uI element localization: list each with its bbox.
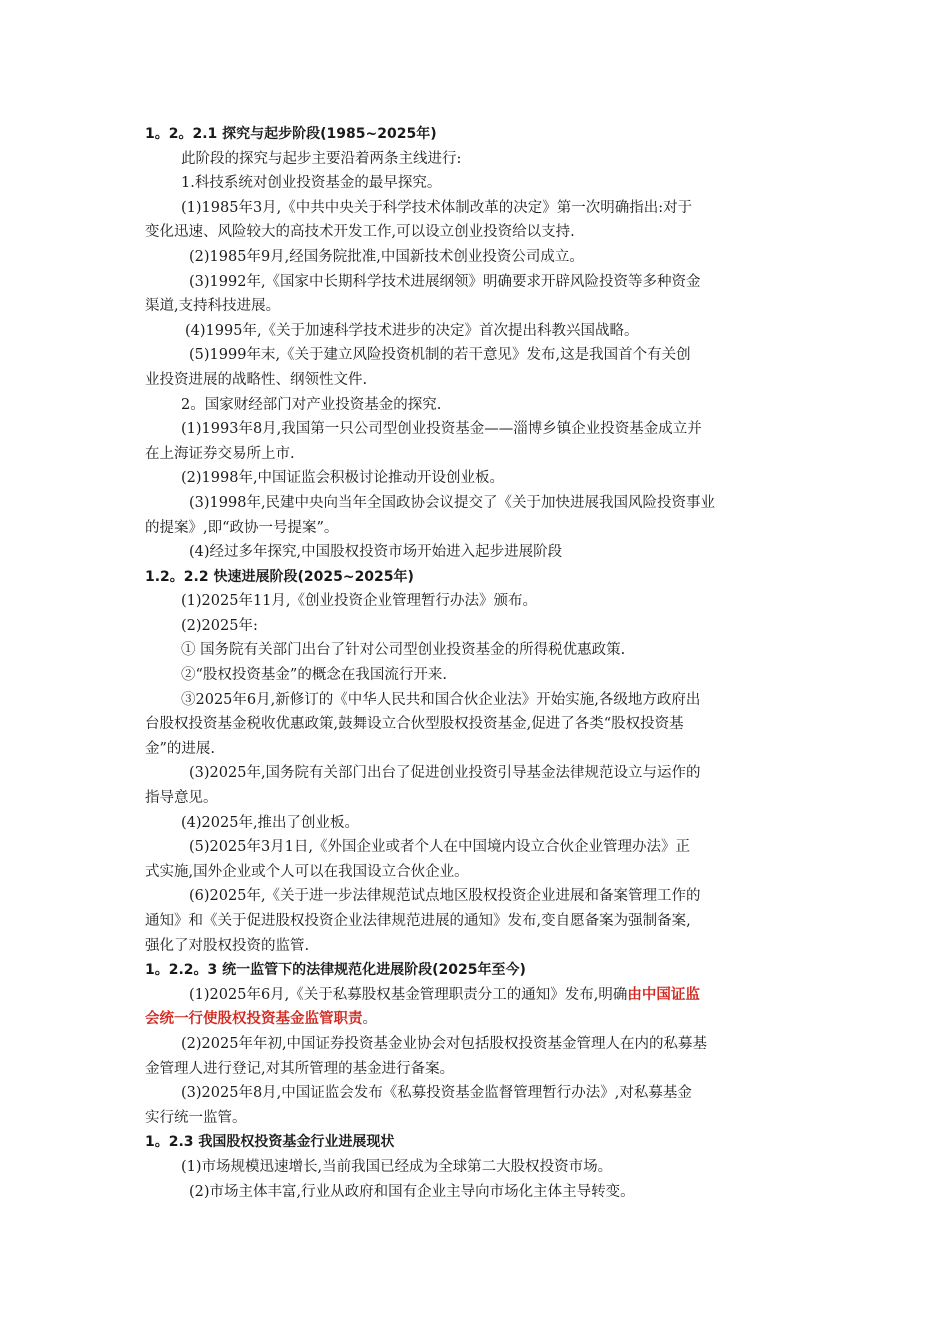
section-heading <box>145 122 805 147</box>
text-line <box>145 589 805 614</box>
line-text: 渠道,支持科技进展。 <box>145 298 281 315</box>
document-page <box>145 122 805 1204</box>
line-tail: 。 <box>362 1011 377 1028</box>
text-line <box>145 737 805 762</box>
text-line <box>145 884 805 909</box>
text-line <box>145 761 805 786</box>
text-line <box>145 220 805 245</box>
line-text: 业投资进展的战略性、纲领性文件. <box>145 371 368 388</box>
text-line <box>145 934 805 959</box>
line-text: (4)2025年,推出了创业板。 <box>181 814 360 831</box>
line-text: 强化了对股权投资的监管. <box>145 937 310 954</box>
text-line <box>145 835 805 860</box>
text-line <box>145 1155 805 1180</box>
line-text: (2)市场主体丰富,行业从政府和国有企业主导向市场化主体主导转变。 <box>189 1183 635 1200</box>
line-text: (2)2025年: <box>181 617 258 634</box>
highlighted-text: 由中国证监 <box>627 985 700 1003</box>
text-line <box>145 393 805 418</box>
line-text: ① 国务院有关部门出台了针对公司型创业投资基金的所得税优惠政策. <box>181 642 626 659</box>
line-text: 指导意见。 <box>145 790 218 807</box>
highlighted-text: 会统一行使股权投资基金监管职责 <box>145 1010 363 1028</box>
text-line <box>145 614 805 639</box>
line-text: (5)1999年末,《关于建立风险投资机制的若干意见》发布,这是我国首个有关创 <box>189 347 691 364</box>
line-text: 通知》和《关于促进股权投资企业法律规范进展的通知》发布,变自愿备案为强制备案, <box>145 913 691 929</box>
line-text: 1。2。2.1 探究与起步阶段(1985~2025年) <box>145 126 437 142</box>
line-text: (4)经过多年探究,中国股权投资市场开始进入起步进展阶段 <box>189 544 563 561</box>
text-line <box>145 786 805 811</box>
line-text: (5)2025年3月1日,《外国企业或者个人在中国境内设立合伙企业管理办法》正 <box>189 839 690 856</box>
text-line <box>145 294 805 319</box>
text-line <box>145 147 805 172</box>
line-text: 金”的进展. <box>145 740 216 757</box>
line-text: (3)1998年,民建中央向当年全国政协会议提交了《关于加快进展我国风险投资事业 <box>189 494 716 511</box>
line-text: 式实施,国外企业或个人可以在我国设立合伙企业。 <box>145 863 469 880</box>
line-text: ③2025年6月,新修订的《中华人民共和国合伙企业法》开始实施,各级地方政府出 <box>181 691 701 708</box>
text-line <box>145 1081 805 1106</box>
line-text: (1)1985年3月,《中共中央关于科学技术体制改革的决定》第一次明确指出:对于 <box>181 199 693 216</box>
text-line <box>145 491 805 516</box>
line-text: (3)2025年8月,中国证监会发布《私募投资基金监督管理暂行办法》,对私募基金 <box>181 1085 692 1102</box>
text-line <box>145 466 805 491</box>
section-heading <box>145 1130 805 1155</box>
line-text: 1。2.3 我国股权投资基金行业进展现状 <box>145 1134 395 1151</box>
text-line <box>145 1106 805 1131</box>
line-text: (1)市场规模迅速增长,当前我国已经成为全球第二大股权投资市场。 <box>181 1158 613 1175</box>
line-text: (4)1995年,《关于加速科学技术进步的决定》首次提出科教兴国战略。 <box>185 322 639 339</box>
text-line <box>145 270 805 295</box>
text-line <box>145 909 805 934</box>
text-line <box>145 638 805 663</box>
text-line <box>145 417 805 442</box>
section-heading <box>145 565 805 590</box>
text-line <box>145 811 805 836</box>
text-line <box>145 712 805 737</box>
text-line <box>145 368 805 393</box>
line-text: 实行统一监管。 <box>145 1109 247 1126</box>
text-line <box>145 1180 805 1205</box>
text-line <box>145 983 805 1008</box>
text-line <box>145 442 805 467</box>
line-text: 金管理人进行登记,对其所管理的基金进行备案。 <box>145 1060 455 1077</box>
text-line <box>145 343 805 368</box>
line-text: 1。2.2。3 统一监管下的法律规范化进展阶段(2025年至今) <box>145 962 526 979</box>
line-text: (6)2025年,《关于进一步法律规范试点地区股权投资企业进展和备案管理工作的 <box>189 888 701 905</box>
text-line <box>145 663 805 688</box>
section-heading <box>145 958 805 983</box>
text-line <box>145 1057 805 1082</box>
line-text: 在上海证券交易所上市. <box>145 445 295 462</box>
text-line <box>145 860 805 885</box>
line-text: (1)2025年11月,《创业投资企业管理暂行办法》颁布。 <box>181 593 537 610</box>
text-line <box>145 1007 805 1032</box>
text-line <box>145 245 805 270</box>
text-line <box>145 688 805 713</box>
line-text: 2。国家财经部门对产业投资基金的探究. <box>181 396 442 413</box>
line-text: (2)1985年9月,经国务院批准,中国新技术创业投资公司成立。 <box>189 248 584 265</box>
line-text: (1)1993年8月,我国第一只公司型创业投资基金——淄博乡镇企业投资基金成立并 <box>181 421 702 438</box>
line-text: (2)1998年,中国证监会积极讨论推动开设创业板。 <box>181 470 505 487</box>
text-line <box>145 319 805 344</box>
line-text: 的提案》,即“政协一号提案”。 <box>145 519 339 536</box>
line-text: 变化迅速、风险较大的高技术开发工作,可以设立创业投资给以支持. <box>145 224 575 241</box>
text-line <box>145 1032 805 1057</box>
line-text: 台股权投资基金税收优惠政策,鼓舞设立合伙型股权投资基金,促进了各类“股权投资基 <box>145 716 684 733</box>
line-text: 1.2。2.2 快速进展阶段(2025~2025年) <box>145 568 414 585</box>
line-text: 1.科技系统对创业投资基金的最早探究。 <box>181 175 442 192</box>
line-text: (3)2025年,国务院有关部门出台了促进创业投资引导基金法律规范设立与运作的 <box>189 765 701 782</box>
text-line <box>145 171 805 196</box>
text-line <box>145 516 805 541</box>
text-line <box>145 196 805 221</box>
line-text: (2)2025年年初,中国证券投资基金业协会对包括股权投资基金管理人在内的私募基 <box>181 1035 708 1052</box>
line-text: (1)2025年6月,《关于私募股权基金管理职责分工的通知》发布,明确 <box>189 986 628 1003</box>
text-line <box>145 540 805 565</box>
line-text: ②“股权投资基金”的概念在我国流行开来. <box>181 667 447 684</box>
line-text: (3)1992年,《国家中长期科学技术进展纲领》明确要求开辟风险投资等多种资金 <box>189 273 701 290</box>
line-text: 此阶段的探究与起步主要沿着两条主线进行: <box>181 150 462 167</box>
